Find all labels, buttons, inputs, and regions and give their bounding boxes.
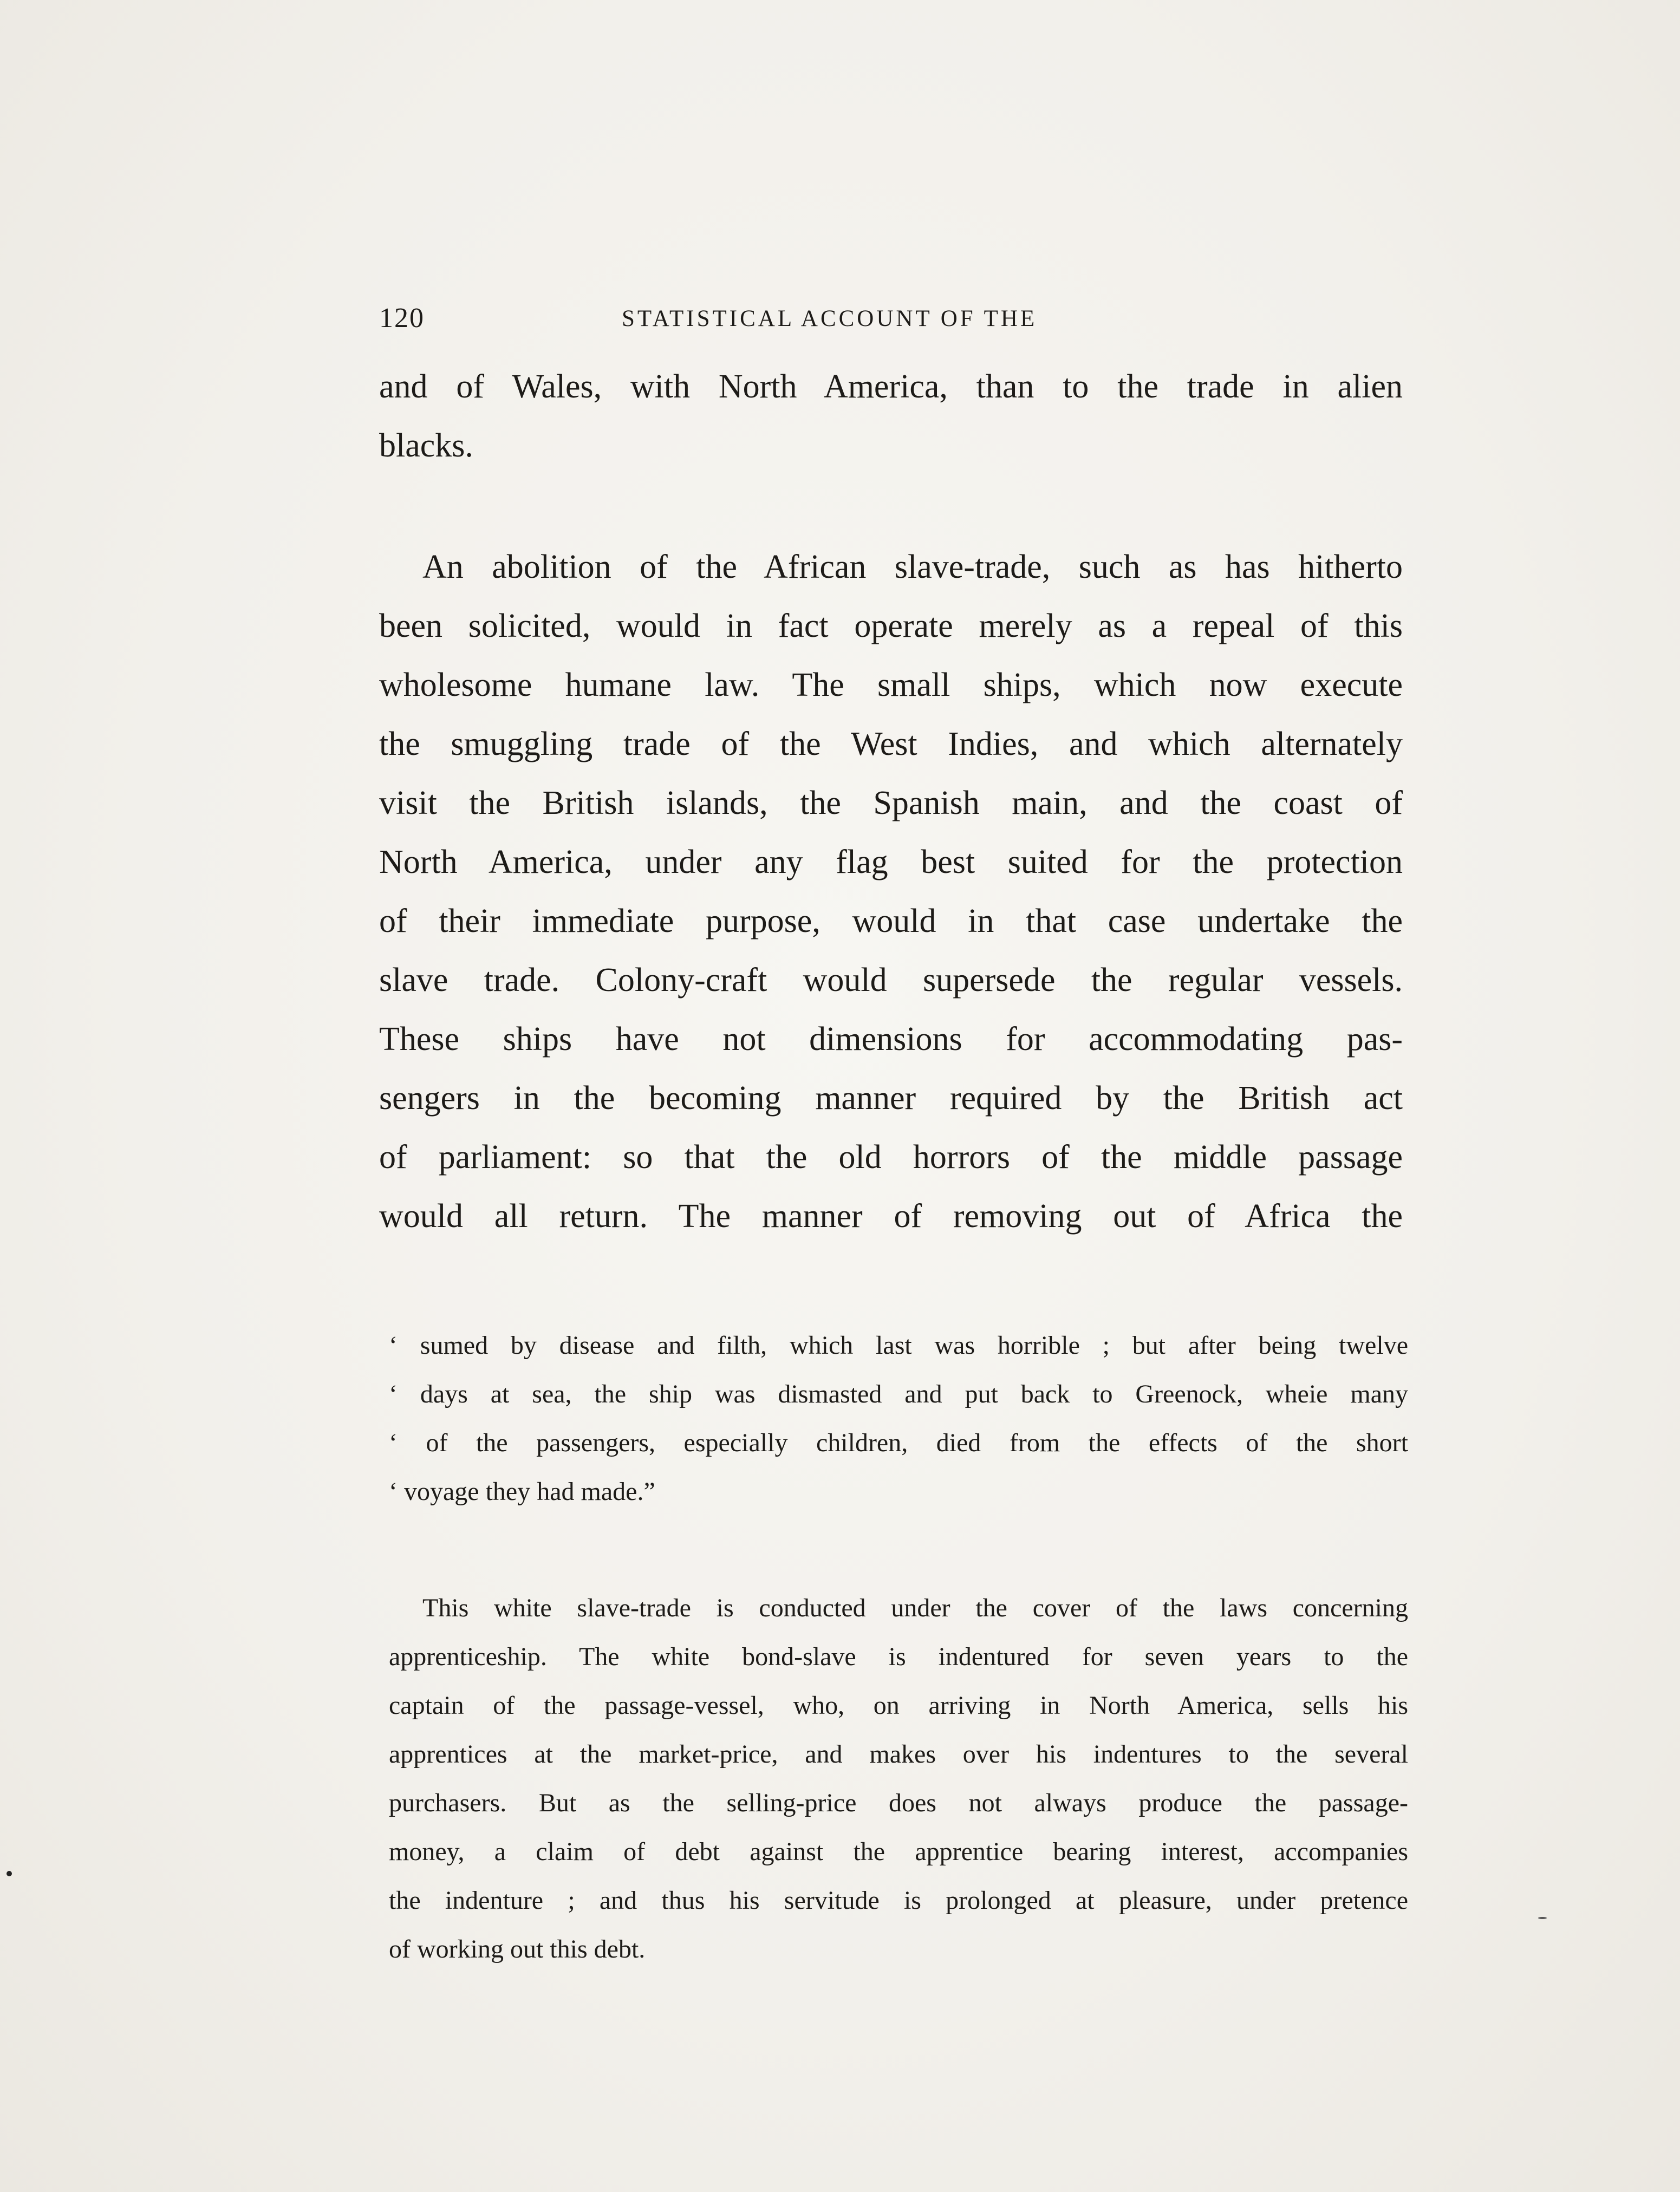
footnote-line: apprenticeship. The white bond-slave is indentured for seven years to the <box>389 1642 1408 1671</box>
ink-speck <box>6 1871 12 1876</box>
footnote-line: purchasers. But as the selling-price does not always produce the passage- <box>389 1789 1408 1817</box>
text-line: of their immediate purpose, would in that case undertake the <box>379 903 1403 940</box>
text-line: An abolition of the African slave-trade, such as has hitherto <box>422 549 1403 585</box>
text-line: been solicited, would in fact operate merely as a repeal of this <box>379 608 1403 644</box>
footnote-line: ‘ of the passengers, especially children, died from the effects of the short <box>389 1428 1408 1457</box>
footnote-line: ‘ sumed by disease and filth, which last was horrible ; but after being twelve <box>389 1331 1408 1360</box>
footnote-paragraph <box>389 1584 1408 1974</box>
main-text <box>379 357 1403 1246</box>
text-line: wholesome humane law. The small ships, which now execute <box>379 667 1403 703</box>
footnote-line: This white slave-trade is conducted under the cover of the laws concerning <box>422 1594 1408 1622</box>
text-line: slave trade. Colony-craft would supersede the regular vessels. <box>379 962 1403 999</box>
text-line: visit the British islands, the Spanish main, and the coast of <box>379 785 1403 821</box>
footnote-line: captain of the passage-vessel, who, on arriving in North America, sells his <box>389 1691 1408 1720</box>
footnote-line: ‘ voyage they had made.” <box>389 1477 655 1506</box>
ink-speck <box>1538 1917 1547 1919</box>
footnote-line: money, a claim of debt against the apprentice bearing interest, accompanies <box>389 1837 1408 1866</box>
text-line: blacks. <box>379 427 473 464</box>
footnote-line: apprentices at the market-price, and makes over his indentures to the several <box>389 1740 1408 1769</box>
text-line: These ships have not dimensions for accommodating pas- <box>379 1021 1403 1058</box>
text-line: would all return. The manner of removing out of Africa the <box>379 1198 1403 1235</box>
paragraph-gap <box>379 475 1403 538</box>
page-header <box>379 302 1148 340</box>
running-head: STATISTICAL ACCOUNT OF THE <box>622 306 1038 331</box>
footnote-line: the indenture ; and thus his servitude is prolonged at pleasure, under pretence <box>389 1886 1408 1915</box>
page-number: 120 <box>379 303 425 334</box>
text-line: of parliament: so that the old horrors of the middle passage <box>379 1139 1403 1176</box>
footnote-quote <box>389 1321 1408 1516</box>
text-line: sengers in the becoming manner required by the British act <box>379 1080 1403 1117</box>
text-line: North America, under any flag best suited for the protection <box>379 844 1403 880</box>
footnote-line: ‘ days at sea, the ship was dismasted and put back to Greenock, wheie many <box>389 1380 1408 1408</box>
text-line: and of Wales, with North America, than to the trade in alien <box>379 368 1403 405</box>
footnote-line: of working out this debt. <box>389 1935 646 1963</box>
text-line: the smuggling trade of the West Indies, and which alternately <box>379 726 1403 762</box>
